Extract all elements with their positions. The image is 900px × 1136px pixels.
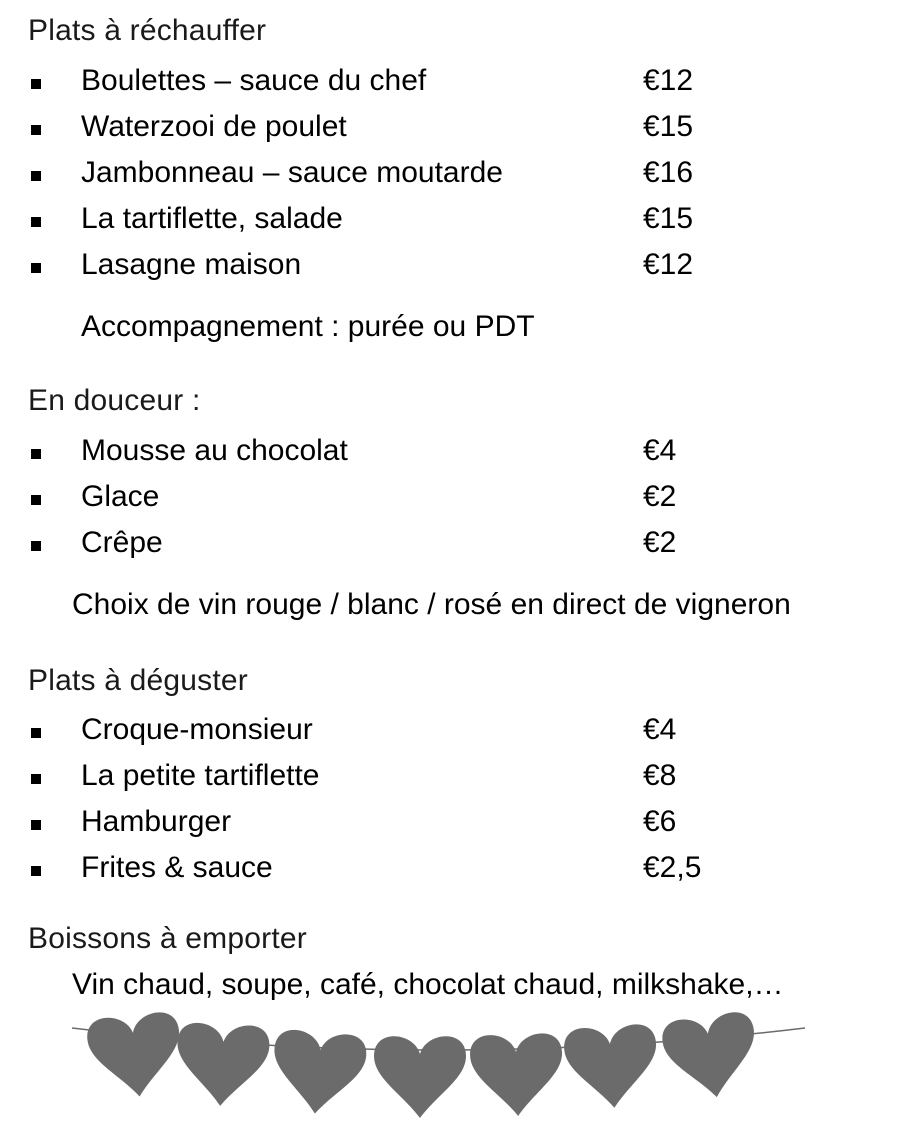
item-price: €12 <box>643 64 694 97</box>
menu-item <box>28 759 888 805</box>
bullet-icon <box>31 495 41 505</box>
heart-icon <box>269 1028 368 1117</box>
item-name: Jambonneau – sauce moutarde <box>81 156 503 189</box>
heart-icon <box>660 1010 762 1104</box>
menu-item <box>28 248 888 294</box>
bullet-icon <box>31 728 41 738</box>
item-name: Crêpe <box>81 526 163 559</box>
menu-item <box>28 713 888 759</box>
drinks-note: Vin chaud, soupe, café, chocolat chaud, milkshake,… <box>72 968 784 1001</box>
item-price: €15 <box>643 202 694 235</box>
item-price: €8 <box>643 759 677 792</box>
bullet-icon <box>31 171 41 181</box>
item-name: Lasagne maison <box>81 248 302 281</box>
menu-item <box>28 64 888 110</box>
item-price: €2 <box>643 526 677 559</box>
item-name: Waterzooi de poulet <box>81 110 347 143</box>
item-price: €6 <box>643 805 677 838</box>
heart-icon <box>174 1022 270 1108</box>
wine-note: Choix de vin rouge / blanc / rosé en direct de vigneron <box>72 588 791 621</box>
item-name: Hamburger <box>81 805 232 838</box>
item-price: €2 <box>643 480 677 513</box>
menu-item <box>28 851 888 897</box>
item-name: Croque-monsieur <box>81 713 313 746</box>
item-price: €12 <box>643 248 694 281</box>
item-price: €4 <box>643 713 677 746</box>
item-name: Boulettes – sauce du chef <box>81 64 427 97</box>
item-name: Frites & sauce <box>81 851 273 884</box>
section-heading-en-douceur: En douceur : <box>28 384 201 417</box>
item-price: €4 <box>643 434 677 467</box>
item-name: Mousse au chocolat <box>81 434 348 467</box>
section-heading-plats-a-rechauffer: Plats à réchauffer <box>28 14 267 47</box>
item-price: €16 <box>643 156 694 189</box>
bullet-icon <box>31 866 41 876</box>
bullet-icon <box>31 774 41 784</box>
heart-icon <box>563 1023 660 1111</box>
menu-item <box>28 202 888 248</box>
menu-item <box>28 156 888 202</box>
bullet-icon <box>31 263 41 273</box>
menu-item <box>28 805 888 851</box>
bullet-icon <box>31 541 41 551</box>
heart-icon <box>85 1010 185 1101</box>
bullet-icon <box>31 79 41 89</box>
heart-icon <box>469 1033 564 1118</box>
bullet-icon <box>31 820 41 830</box>
item-name: La tartiflette, salade <box>81 202 343 235</box>
menu-item <box>28 526 888 572</box>
item-name: Glace <box>81 480 160 513</box>
item-price: €2,5 <box>643 851 702 884</box>
heart-garland-icon <box>60 1000 820 1125</box>
menu-item <box>28 480 888 526</box>
item-name: La petite tartiflette <box>81 759 320 792</box>
bullet-icon <box>31 449 41 459</box>
accompaniment-note: Accompagnement : purée ou PDT <box>81 310 535 343</box>
heart-icon <box>374 1036 466 1118</box>
section-heading-plats-a-deguster: Plats à déguster <box>28 664 248 697</box>
hearts-group <box>85 1010 762 1118</box>
menu-item <box>28 110 888 156</box>
bullet-icon <box>31 217 41 227</box>
bullet-icon <box>31 125 41 135</box>
item-price: €15 <box>643 110 694 143</box>
menu-item <box>28 434 888 480</box>
section-heading-boissons-a-emporter: Boissons à emporter <box>28 922 307 955</box>
